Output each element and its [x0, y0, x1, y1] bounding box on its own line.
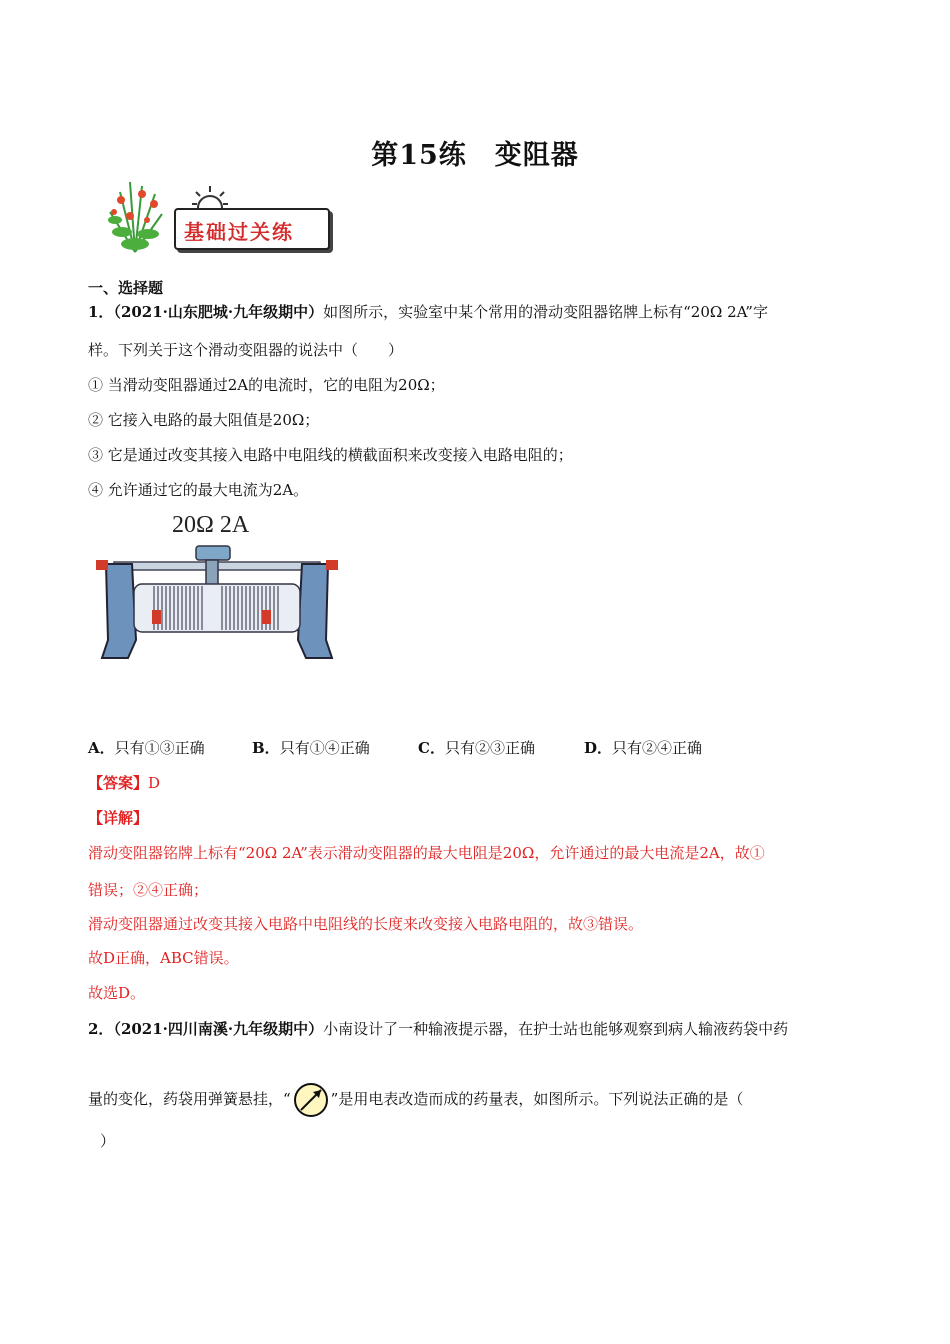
section-heading: 一、选择题	[88, 279, 164, 297]
q2-text-1: 小南设计了一种输液提示器，在护士站也能够观察到病人输液药袋中药	[323, 1020, 789, 1038]
q2-source: （2021·四川南溪·九年级期中）	[113, 1020, 324, 1038]
q1-text-1: 如图所示，实验室中某个常用的滑动变阻器铭牌上标有“20Ω 2A”字	[323, 303, 768, 321]
option-d-text: 只有②④正确	[612, 739, 703, 757]
q1-statement-4: ④ 允许通过它的最大电流为2A。	[88, 481, 309, 499]
q2-text-2b: ”是用电表改造而成的药量表，如图所示。下列说法正确的是（	[330, 1090, 744, 1108]
q1-detail-line-1: 滑动变阻器铭牌上标有“20Ω 2A”表示滑动变阻器的最大电阻是20Ω，允许通过的最大电流是2A，故①	[88, 844, 765, 862]
q1-line1	[88, 302, 768, 322]
q1-number: 1．	[88, 303, 114, 321]
q1-statement-1: ① 当滑动变阻器通过2A的电流时，它的电阻为20Ω；	[88, 376, 445, 394]
q1-detail-line-2: 错误；②④正确；	[88, 881, 209, 899]
q1-statement-3: ③ 它是通过改变其接入电路中电阻线的横截面积来改变接入电路电阻的；	[88, 446, 573, 464]
q1-option-d	[584, 738, 702, 758]
q2-number: 2．	[88, 1020, 114, 1038]
q1-statement-2: ② 它接入电路的最大阻值是20Ω；	[88, 411, 320, 429]
q2-line1	[88, 1019, 788, 1039]
q1-option-a	[88, 738, 205, 758]
option-c-text: 只有②③正确	[444, 739, 535, 757]
title-main: 第15练	[371, 140, 467, 171]
answer-value: D	[148, 774, 161, 792]
title-sub: 变阻器	[494, 140, 579, 171]
option-d-key: D．	[584, 739, 613, 757]
option-c-key: C．	[418, 739, 445, 757]
q1-detail-line-4: 故D正确，ABC错误。	[88, 949, 239, 967]
option-a-key: A．	[88, 739, 115, 757]
q1-detail-label: 【详解】	[88, 809, 149, 827]
q2-text-2a: 量的变化，药袋用弹簧悬挂，“	[88, 1090, 291, 1108]
page-title	[0, 133, 950, 172]
q2-line3: ）	[100, 1132, 116, 1150]
meter-symbol-icon	[292, 1081, 330, 1119]
plant-decoration-icon	[100, 172, 170, 254]
q1-detail-line-5: 故选D。	[88, 984, 146, 1002]
q1-answer	[88, 773, 160, 793]
answer-label: 【答案】	[88, 774, 149, 792]
rheostat-rating-label: 20Ω 2A	[172, 512, 250, 538]
banner-text: 基础过关练	[184, 220, 294, 244]
option-a-text: 只有①③正确	[114, 739, 205, 757]
sun-icon	[190, 184, 230, 210]
q1-option-c	[418, 738, 535, 758]
option-b-key: B．	[252, 739, 280, 757]
q1-source: （2021·山东肥城·九年级期中）	[113, 303, 324, 321]
q1-option-b	[252, 738, 370, 758]
q2-line2	[88, 1081, 743, 1119]
rheostat-figure	[92, 540, 342, 665]
q1-detail-line-3: 滑动变阻器通过改变其接入电路中电阻线的长度来改变接入电路电阻的，故③错误。	[88, 915, 644, 933]
option-b-text: 只有①④正确	[279, 739, 370, 757]
q1-line2: 样。下列关于这个滑动变阻器的说法中（ ）	[88, 341, 404, 359]
